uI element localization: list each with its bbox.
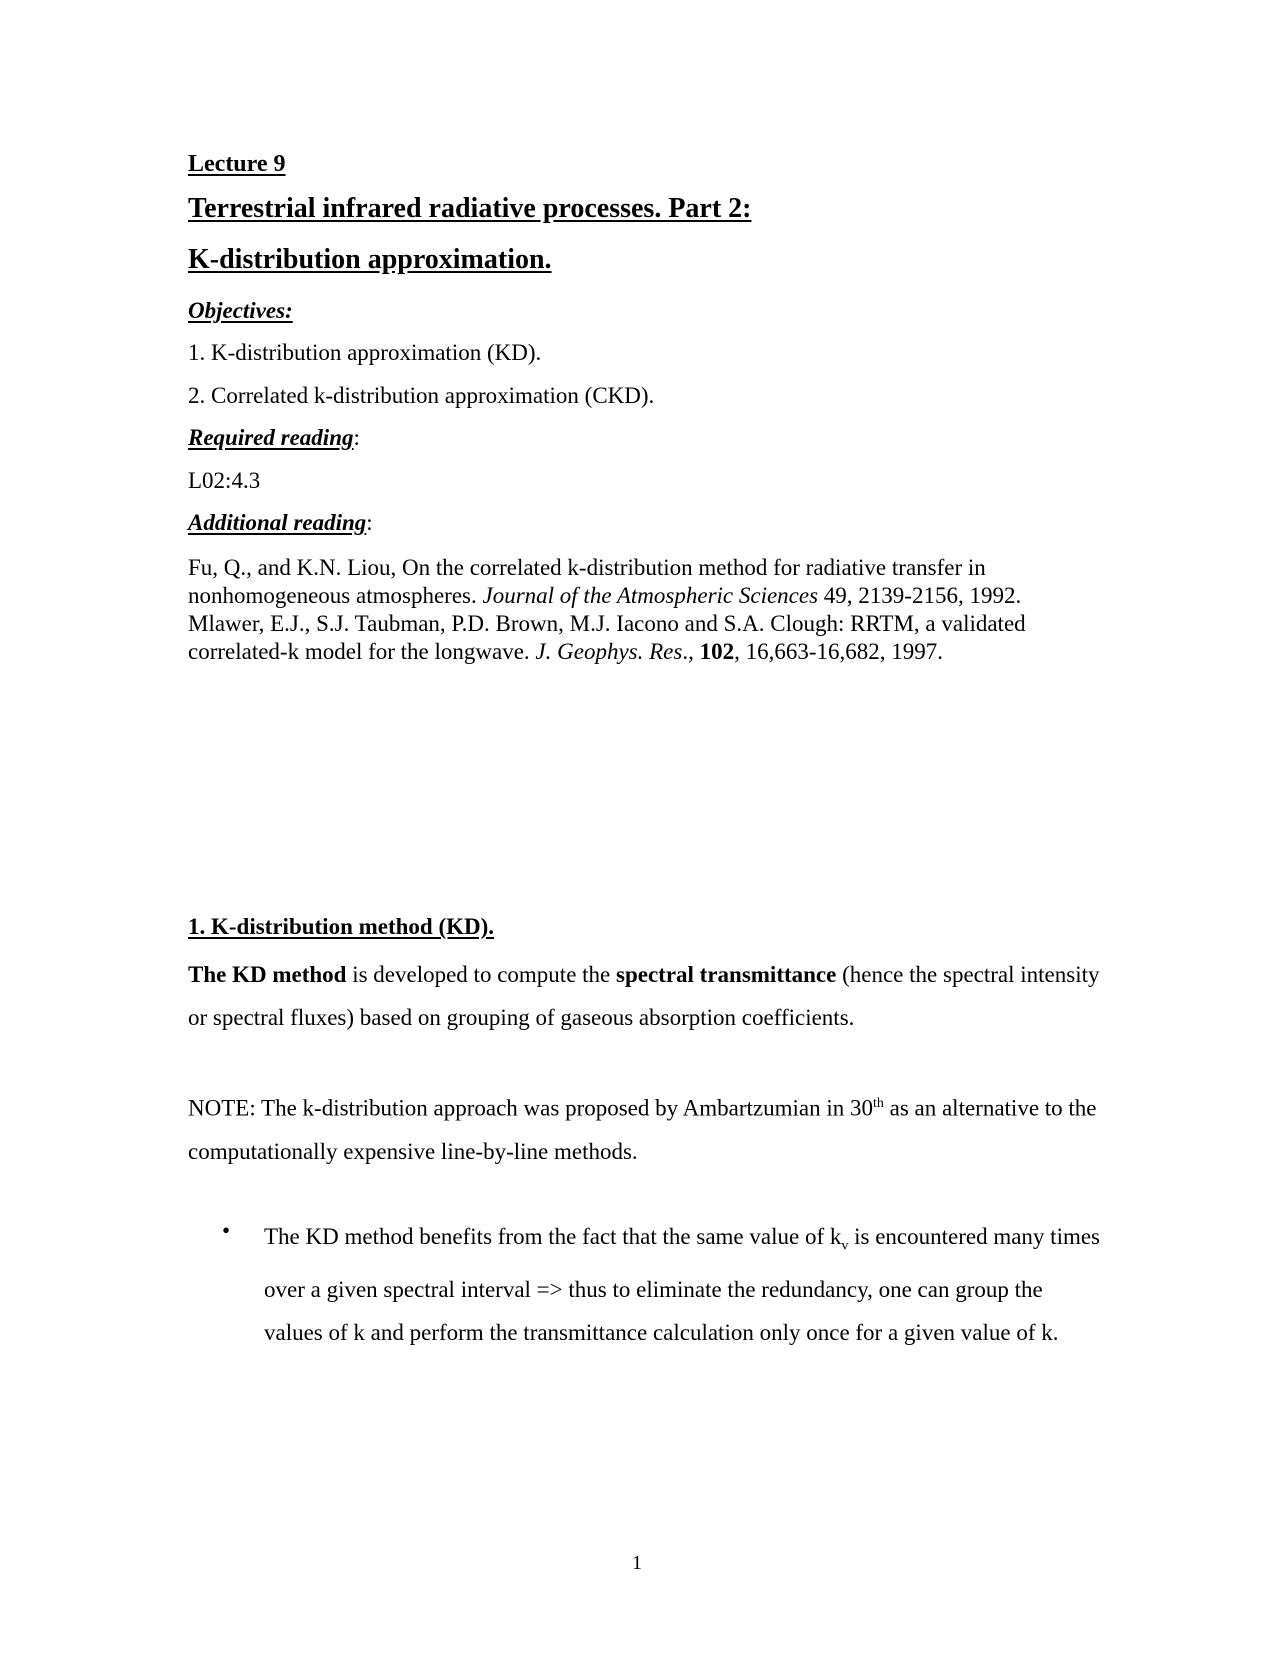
reference-2: Mlawer, E.J., S.J. Taubman, P.D. Brown, M.J. Iacono and S.A. Clough: RRTM, a validated correlated-k model for the longwave. J. Geophys. Res., 102, 16,663-16,682, 1997. [188,611,1026,664]
additional-reading-label: Additional reading: [188,510,373,535]
page-number: 1 [632,1552,642,1574]
objective-item-2: 2. Correlated k-distribution approximation (CKD). [188,383,655,408]
reference-1: Fu, Q., and K.N. Liou, On the correlated k-distribution method for radiative transfer in nonhomogeneous atmospheres. Journal of the Atmospheric Sciences 49, 2139-2156, 1992. [188,555,1022,608]
required-reading-label: Required reading: [188,425,360,450]
note-paragraph: NOTE: The k-distribution approach was proposed by Ambartzumian in 30th as an alternative to the computationally expensive line-by-line methods. [188,1095,1097,1164]
reference-list [188,554,1088,666]
lecture-label: Lecture 9 [188,151,286,177]
bullet-icon: • [222,1218,231,1243]
title-line-1: Terrestrial infrared radiative processes. Part 2: [188,193,752,224]
objectives-label: Objectives: [188,298,293,323]
kd-method-paragraph: The KD method is developed to compute the spectral transmittance (hence the spectral intensity or spectral fluxes) based on grouping of gaseous absorption coefficients. [188,962,1100,1030]
section-1-heading: 1. K-distribution method (KD). [188,914,495,939]
title-line-2: K-distribution approximation. [188,244,552,275]
required-reading-value: L02:4.3 [188,468,261,493]
bullet-paragraph: The KD method benefits from the fact that the same value of $k_v$ is encountered many times over a given spectral interval => thus to eliminate the redundancy, one can group the values of k and perform the transmittance calculation only once for a given value of k. [264,1224,1101,1345]
objective-item-1: 1. K-distribution approximation (KD). [188,340,542,365]
